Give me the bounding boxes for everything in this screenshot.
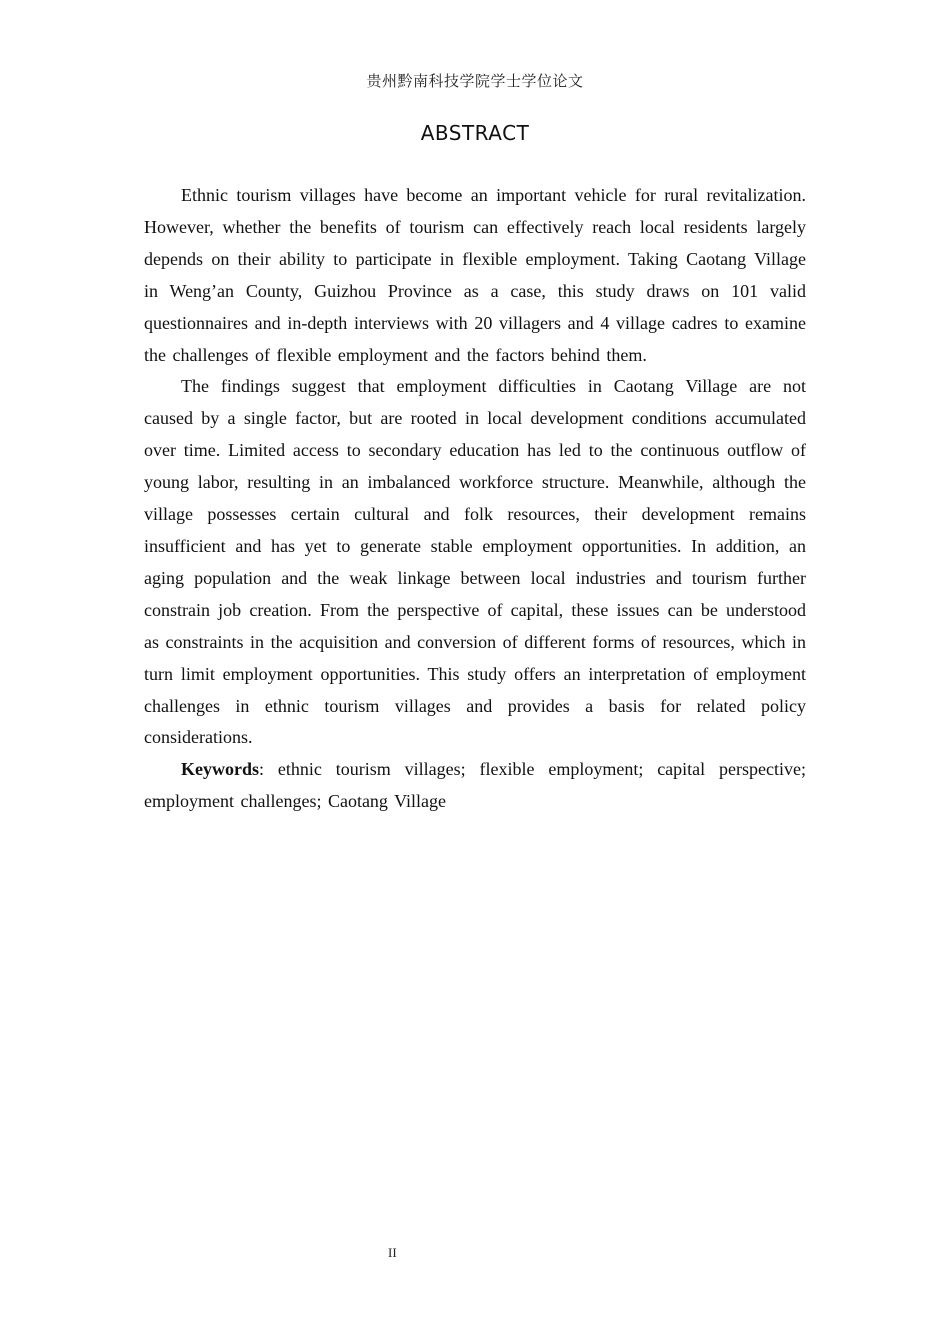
keywords-separator: : bbox=[259, 759, 265, 780]
abstract-body bbox=[144, 180, 806, 818]
keywords-label: Keywords bbox=[181, 759, 259, 780]
keywords-text: ethnic tourism villages; flexible employment; capital perspective; employment challenges; Caotang Village bbox=[144, 759, 806, 812]
abstract-paragraph-1: Ethnic tourism villages have become an important vehicle for rural revitalization. However, whether the benefits of tourism can effectively reach local residents largely depends on their ability to participate in flexible employment. Taking Caotang Village in Weng’an County, Guizhou Province as a case, this study draws on 101 valid questionnaires and in-depth interviews with 20 villagers and 4 village cadres to examine the challenges of flexible employment and the factors behind them. bbox=[144, 185, 806, 365]
keywords-line bbox=[144, 754, 806, 818]
abstract-title: ABSTRACT bbox=[420, 121, 530, 145]
page-number: II bbox=[388, 1245, 397, 1260]
abstract-paragraph-2: The findings suggest that employment difficulties in Caotang Village are not caused by a single factor, but are rooted in local development conditions accumulated over time. Limited access to secondary education has led to the continuous outflow of young labor, resulting in an imbalanced workforce structure. Meanwhile, although the village possesses certain cultural and folk resources, their development remains insufficient and has yet to generate stable employment opportunities. In addition, an aging population and the weak linkage between local industries and tourism further constrain job creation. From the perspective of capital, these issues can be understood as constraints in the acquisition and conversion of different forms of resources, which in turn limit employment opportunities. This study offers an interpretation of employment challenges in ethnic tourism villages and provides a basis for related policy considerations. bbox=[144, 376, 806, 748]
running-header: 贵州黔南科技学院学士学位论文 bbox=[366, 74, 584, 90]
